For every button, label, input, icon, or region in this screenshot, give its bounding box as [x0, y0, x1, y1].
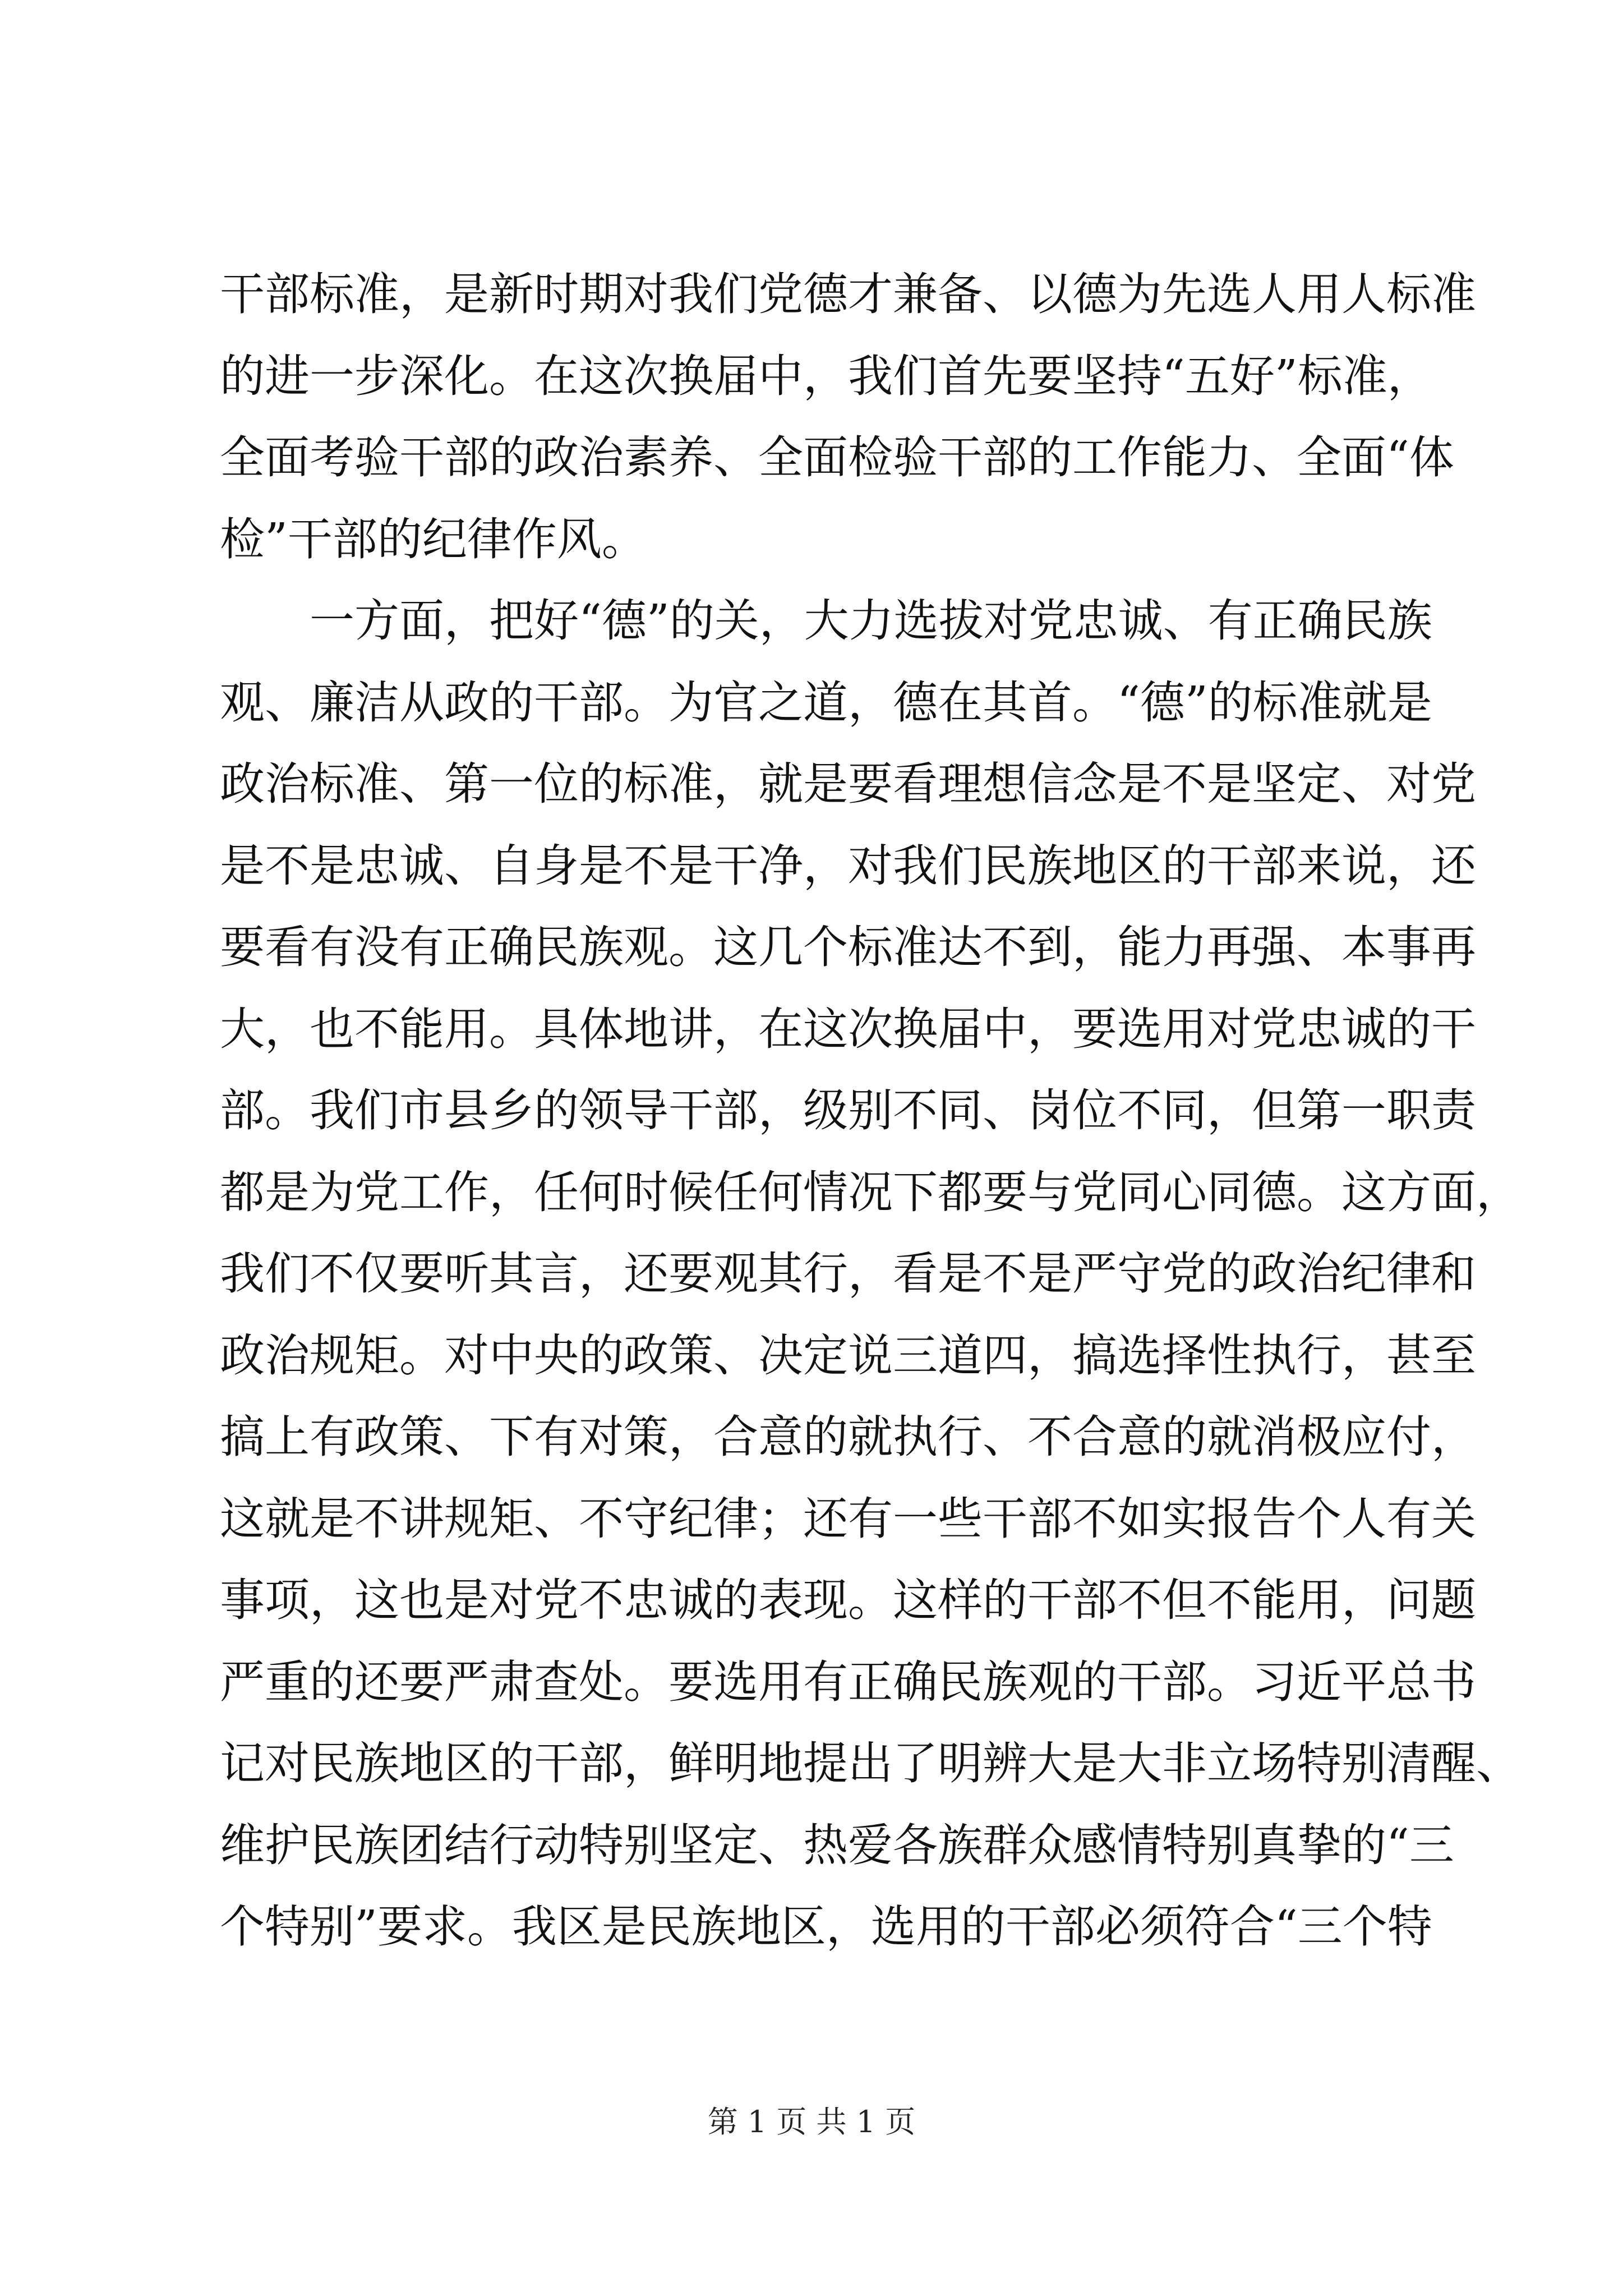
text-line: 要看有没有正确民族观。这几个标准达不到，能力再强、本事再 [220, 921, 1476, 973]
text-line: 部。我们市县乡的领导干部，级别不同、岗位不同，但第一职责 [220, 1084, 1476, 1137]
text-line: 是不是忠诚、自身是不是干净，对我们民族地区的干部来说，还 [220, 839, 1476, 892]
text-line: 政治规矩。对中央的政策、决定说三道四，搞选择性执行，甚至 [220, 1329, 1476, 1382]
text-line: 事项，这也是对党不忠诚的表现。这样的干部不但不能用，问题 [220, 1574, 1476, 1626]
text-line: 全面考验干部的政治素养、全面检验干部的工作能力、全面“体 [220, 431, 1454, 484]
text-line: 严重的还要严肃查处。要选用有正确民族观的干部。习近平总书 [220, 1655, 1476, 1708]
text-line: 都是为党工作，任何时候任何情况下都要与党同心同德。这方面， [220, 1166, 1521, 1218]
text-line: 的进一步深化。在这次换届中，我们首先要坚持“五好”标准， [220, 349, 1432, 402]
text-line: 观、廉洁从政的干部。为官之道，德在其首。“德”的标准就是 [220, 676, 1432, 729]
text-line: 一方面，把好“德”的关，大力选拔对党忠诚、有正确民族 [310, 595, 1432, 647]
text-line: 政治标准、第一位的标准，就是要看理想信念是不是坚定、对党 [220, 758, 1476, 810]
text-line: 维护民族团结行动特别坚定、热爱各族群众感情特别真挚的“三 [220, 1819, 1454, 1871]
text-line: 这就是不讲规矩、不守纪律；还有一些干部不如实报告个人有关 [220, 1492, 1476, 1545]
page-footer: 第 1 页 共 1 页 [707, 2104, 916, 2139]
text-line: 个特别”要求。我区是民族地区，选用的干部必须符合“三个特 [220, 1901, 1432, 1953]
text-line: 记对民族地区的干部，鲜明地提出了明辨大是大非立场特别清醒、 [220, 1737, 1521, 1789]
text-line: 检”干部的纪律作风。 [220, 513, 647, 565]
document-body [220, 254, 1521, 1968]
text-line: 我们不仅要听其言，还要观其行，看是不是严守党的政治纪律和 [220, 1248, 1476, 1300]
text-line: 干部标准，是新时期对我们党德才兼备、以德为先选人用人标准 [220, 268, 1476, 320]
text-line: 大，也不能用。具体地讲，在这次换届中，要选用对党忠诚的干 [220, 1002, 1476, 1055]
text-line: 搞上有政策、下有对策，合意的就执行、不合意的就消极应付， [220, 1411, 1476, 1463]
